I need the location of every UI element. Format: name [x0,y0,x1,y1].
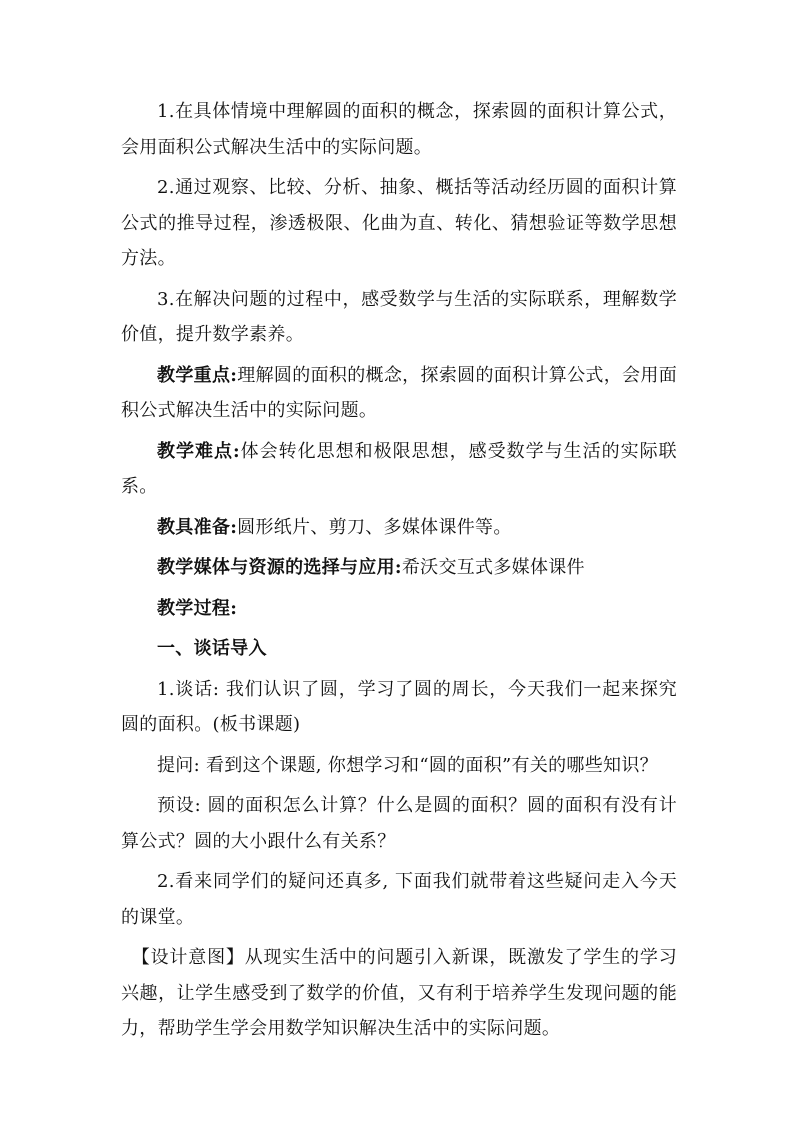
difficulty-label: 教学难点: [157,440,240,462]
process-heading: 教学过程: [157,597,238,619]
tools-paragraph [121,510,677,546]
document-body [121,94,677,1052]
media-text: 希沃交互式多媒体课件 [401,557,585,578]
key-point-paragraph [121,358,677,429]
section-heading: 一、谈话导入 [157,638,267,659]
intro-question: 提问: 看到这个课题, 你想学习和“圆的面积”有关的哪些知识？ [157,754,658,776]
design-intent: 【设计意图】从现实生活中的问题引入新课，既激发了学生的学习兴趣，让学生感受到了数学的价值，又有利于培养学生发现问题的能力，帮助学生学会用数学知识解决生活中的实际问题。 [121,947,677,1039]
difficulty-paragraph [121,434,677,505]
media-paragraph [121,550,677,586]
key-point-text: 理解圆的面积的概念，探索圆的面积计算公式，会用面积公式解决生活中的实际问题。 [121,364,677,421]
objective-2: 2.通过观察、比较、分析、抽象、概括等活动经历圆的面积计算公式的推导过程，渗透极限、化曲为直、转化、猜想验证等数学思想方法。 [121,177,677,269]
difficulty-text: 体会转化思想和极限思想，感受数学与生活的实际联系。 [121,440,677,497]
tools-label: 教具准备: [157,516,238,538]
objective-3: 3.在解决问题的过程中，感受数学与生活的实际联系，理解数学价值，提升数学素养。 [121,288,677,345]
intro-preset: 预设: 圆的面积怎么计算？什么是圆的面积？圆的面积有没有计算公式？圆的大小跟什么有关系？ [121,795,677,852]
objective-1: 1.在具体情境中理解圆的面积的概念，探索圆的面积计算公式，会用面积公式解决生活中的实际问题。 [121,101,677,158]
intro-transition: 2.看来同学们的疑问还真多, 下面我们就带着这些疑问走入今天的课堂。 [121,871,677,928]
key-point-label: 教学重点: [157,364,238,386]
media-label: 教学媒体与资源的选择与应用: [157,557,402,578]
tools-text: 圆形纸片、剪刀、多媒体课件等。 [237,516,512,538]
intro-talk: 1.谈话: 我们认识了圆，学习了圆的周长，今天我们一起来探究圆的面积。(板书课题) [121,678,677,735]
